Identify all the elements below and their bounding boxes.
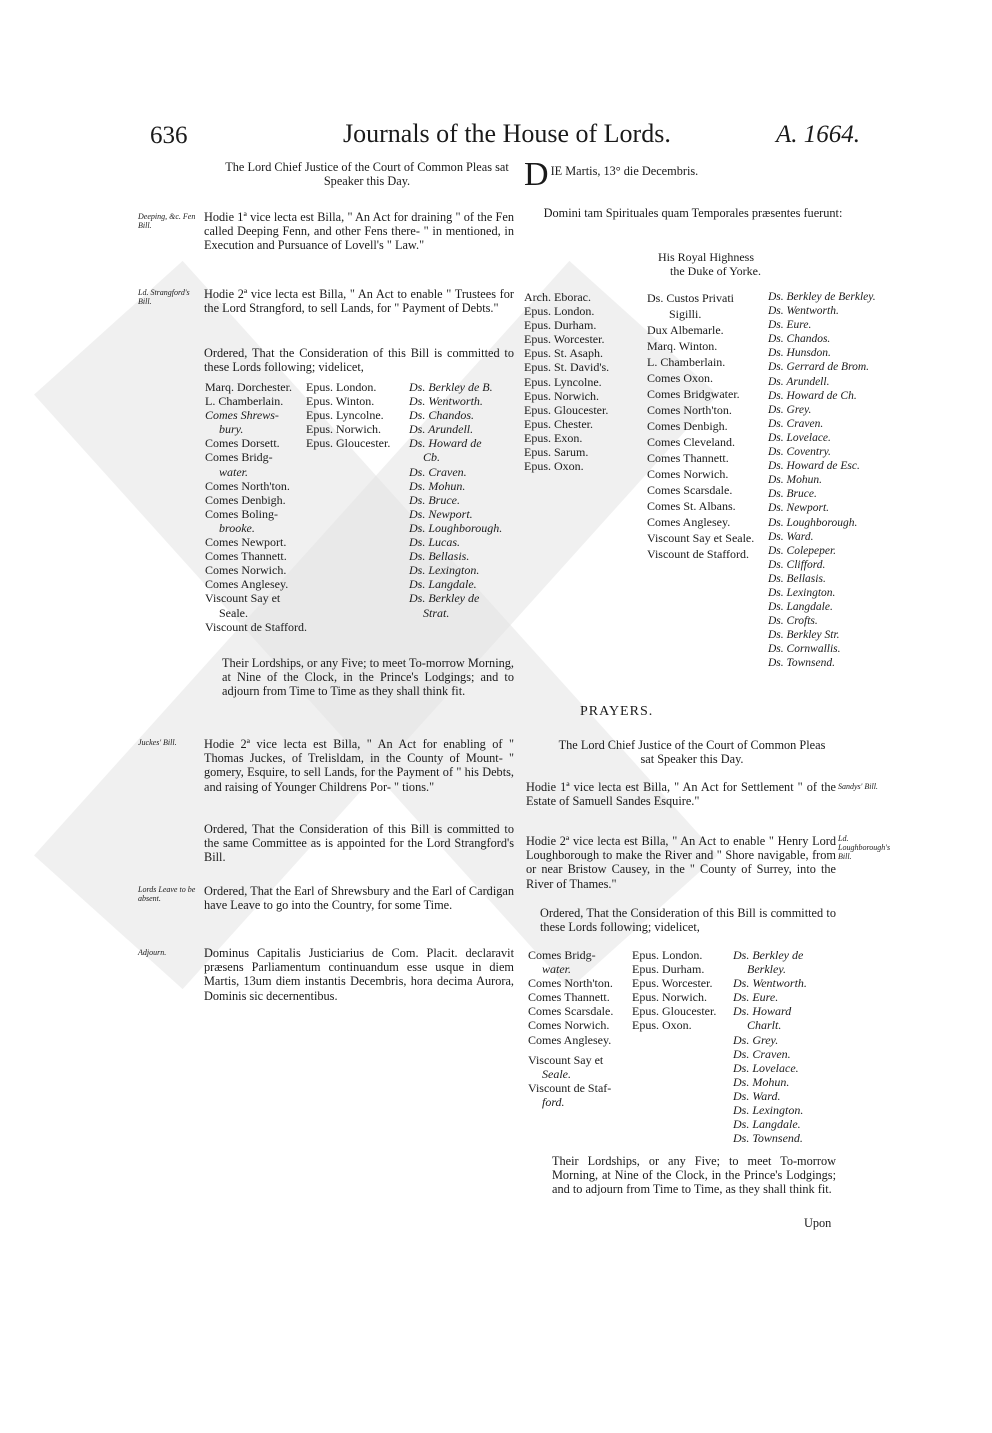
list-item: Ds. Coventry. xyxy=(768,446,831,459)
list-item: Epus. Oxon. xyxy=(632,1018,692,1033)
drop-cap: D xyxy=(524,156,549,193)
list-item: Ds. Eure. xyxy=(733,990,779,1005)
list-item: Ds. Wentworth. xyxy=(768,305,839,318)
list-item: Viscount Say et xyxy=(528,1052,604,1067)
list-item: Comes Thannett. xyxy=(647,451,729,465)
list-item: Comes Thannett. xyxy=(205,549,287,564)
list-item: Comes Newport. xyxy=(205,535,287,550)
list-item: Comes Norwich. xyxy=(205,563,287,578)
list-item: Ds. Berkley de xyxy=(409,591,480,606)
list-item: Comes Anglesey. xyxy=(647,515,731,529)
list-item: L. Chamberlain. xyxy=(205,394,284,409)
date-heading xyxy=(524,156,854,193)
bill-sandys: Hodie 1ª vice lecta est Billa, " An Act for Settlement " of the Estate of Samuell Sandes Esquire." xyxy=(526,780,836,809)
meeting-note-2: Their Lordships, or any Five; to meet To-morrow Morning, at Nine of the Clock, in the Prince's Lodgings; and to adjourn from Time to Time, as they shall think fit. xyxy=(552,1154,836,1197)
list-item: Charlt. xyxy=(747,1018,782,1033)
journal-title: Journals of the House of Lords. xyxy=(343,119,671,148)
margin-note-strangford: Ld. Strangford's Bill. xyxy=(138,288,190,306)
margin-note-loughborough: Ld. Loughborough's Bill. xyxy=(838,834,891,861)
list-item: Ds. Cornwallis. xyxy=(768,643,841,656)
bill-strangford: Hodie 2ª vice lecta est Billa, " An Act to enable " Trustees for the Lord Strangford, to sell Lands, for " Payment of Debts." xyxy=(204,287,514,316)
list-item: Ds. Bellasis. xyxy=(409,549,470,564)
list-item: Comes Denbigh. xyxy=(647,419,728,433)
list-item: the Duke of Yorke. xyxy=(670,264,761,279)
meeting-note-1: Their Lordships, or any Five; to meet To-morrow Morning, at Nine of the Clock, in the Prince's Lodgings; and to adjourn from Time to Time as they shall think fit. xyxy=(222,656,514,699)
list-item: His Royal Highness xyxy=(658,250,754,264)
list-item: Strat. xyxy=(423,605,450,620)
page-number: 636 xyxy=(150,122,188,149)
list-item: Ds. Loughborough. xyxy=(409,520,503,535)
list-item: Ds. Howard de Esc. xyxy=(768,460,860,473)
list-item: Comes Anglesey. xyxy=(205,577,289,592)
list-item: Berkley. xyxy=(747,962,786,977)
margin-note-adjourn: Adjourn. xyxy=(138,948,167,957)
bill-juckes: Hodie 2ª vice lecta est Billa, " An Act for enabling of " Thomas Juckes, of Trelisldam, in the County of Mount- " gomery, Esquire, to sell Lands, for the Payment of " his Debts, and raising of Younger Childrens Por- " tions." xyxy=(204,737,514,794)
list-item: Viscount Say et Seale. xyxy=(647,531,755,545)
list-item: Comes Anglesey. xyxy=(528,1032,612,1047)
list-item: Ds. Newport. xyxy=(409,506,473,521)
speaker-note-left: The Lord Chief Justice of the Court of Common Pleas sat Speaker this Day. xyxy=(225,160,509,189)
list-item: Ds. Mohun. xyxy=(768,474,822,487)
list-item: Epus. Norwich. xyxy=(632,990,707,1005)
speaker-note-right: The Lord Chief Justice of the Court of Common Pleas sat Speaker this Day. xyxy=(558,738,826,767)
royal-highness xyxy=(658,250,818,278)
list-item: Ds. Eure. xyxy=(768,319,812,332)
list-item: Comes Bridg- xyxy=(528,948,596,962)
committee-3-col-earls xyxy=(528,948,632,1109)
list-item: Ds. Craven. xyxy=(768,417,824,430)
list-item: Sigilli. xyxy=(669,307,702,321)
bill-loughborough: Hodie 2ª vice lecta est Billa, " An Act to enable " Henry Lord Loughborough to make the River and " Shore navigable, from or near Bristow Causey, in the " County of Surrey, into the River of Thames." xyxy=(526,834,836,891)
list-item: brooke. xyxy=(219,520,255,535)
list-item: Epus. Durham. xyxy=(524,318,597,333)
list-item: Epus. Gloucester. xyxy=(632,1004,717,1019)
list-item: Viscount de Stafford. xyxy=(205,619,308,634)
list-item: Ds. Lovelace. xyxy=(768,431,831,444)
list-item: Epus. Exon. xyxy=(524,430,583,445)
list-item: Ds. Crofts. xyxy=(768,615,818,628)
list-item: Viscount Say et xyxy=(205,591,281,606)
list-item: Epus. Chester. xyxy=(524,416,593,431)
list-item: Ds. Langdale. xyxy=(409,577,477,592)
list-item: Ds. Howard de Ch. xyxy=(768,389,857,402)
list-item: Ds. Langdale. xyxy=(768,601,833,614)
list-item: Ds. Lexington. xyxy=(409,563,480,578)
list-item: L. Chamberlain. xyxy=(647,355,726,369)
list-item: Seale. xyxy=(542,1066,571,1081)
list-item: Ds. Grey. xyxy=(733,1032,779,1047)
list-item: Ds. Mohun. xyxy=(733,1074,790,1089)
list-item: Ds. Colepeper. xyxy=(768,544,837,557)
list-item: Epus. St. David's. xyxy=(524,360,610,375)
list-item: Dux Albemarle. xyxy=(647,323,724,337)
list-item: Ds. Townsend. xyxy=(733,1131,803,1146)
list-item: Comes North'ton. xyxy=(528,976,613,991)
list-item: Ds. Grey. xyxy=(768,403,812,416)
list-item: Ds. Mohun. xyxy=(409,478,466,493)
list-item: Marq. Dorchester. xyxy=(205,380,292,394)
list-item: Epus. Lyncolne. xyxy=(306,408,384,423)
list-item: Arch. Eborac. xyxy=(524,290,591,304)
list-item: Ds. Bruce. xyxy=(409,492,460,507)
list-item: water. xyxy=(542,962,572,977)
list-item: Ds. Langdale. xyxy=(733,1117,801,1132)
list-item: Ds. Craven. xyxy=(409,464,467,479)
list-item: Comes St. Albans. xyxy=(647,499,736,513)
list-item: Ds. Bruce. xyxy=(768,488,817,501)
list-item: Comes Boling- xyxy=(205,506,279,521)
committee-1-col-barons xyxy=(409,380,519,620)
committee-3-col-bishops xyxy=(632,948,732,1033)
margin-note-deeping: Deeping, &c. Fen Bill. xyxy=(138,212,196,230)
margin-note-leave: Lords Leave to be absent. xyxy=(138,885,196,903)
list-item: Ds. Ward. xyxy=(733,1088,781,1103)
list-item: Ds. Lovelace. xyxy=(733,1060,799,1075)
committee-1-col-bishops xyxy=(306,380,406,450)
list-item: Ds. Arundell. xyxy=(768,375,830,388)
list-item: Comes Scarsdale. xyxy=(528,1004,614,1019)
list-item: Ds. Hunsdon. xyxy=(768,347,831,360)
list-item: Comes Scarsdale. xyxy=(647,483,733,497)
list-item: Ds. Lexington. xyxy=(768,586,836,599)
list-item: Epus. Sarum. xyxy=(524,445,589,460)
list-item: Comes Oxon. xyxy=(647,371,713,385)
list-item: Epus. Gloucester. xyxy=(524,402,609,417)
list-item: Cb. xyxy=(423,450,441,465)
list-item: Ds. Gerrard de Brom. xyxy=(768,361,870,374)
margin-note-sandys: Sandys' Bill. xyxy=(838,782,878,791)
present-col-bishops xyxy=(524,290,644,473)
list-item: Comes Dorsett. xyxy=(205,436,280,451)
committee-3-col-barons xyxy=(733,948,843,1145)
year: A. 1664. xyxy=(776,121,861,148)
list-item: Comes Bridgwater. xyxy=(647,387,740,401)
list-item: Ds. Clifford. xyxy=(768,558,826,571)
list-item: Epus. St. Asaph. xyxy=(524,346,604,361)
list-item: Ds. Lucas. xyxy=(409,535,461,550)
present-col-barons xyxy=(768,290,898,671)
list-item: Epus. London. xyxy=(524,304,595,319)
adjournment: Dominus Capitalis Justiciarius de Com. Placit. declaravit præsens Parliamentum continuandum esse usque in diem Martis, 13um diem instantis Decembris, hora decima Aurora, Dominis sic decernentibus. xyxy=(204,946,514,1003)
list-item: Comes Denbigh. xyxy=(205,492,286,507)
list-item: Epus. London. xyxy=(306,380,377,394)
list-item: Ds. Lexington. xyxy=(733,1103,804,1118)
margin-note-juckes: Juckes' Bill. xyxy=(138,738,177,747)
list-item: Epus. Winton. xyxy=(306,394,375,409)
list-item: Ds. Howard xyxy=(733,1004,792,1019)
list-item: Marq. Winton. xyxy=(647,339,718,353)
list-item: Comes North'ton. xyxy=(647,403,732,417)
date-text: IE Martis, 13° die Decembris. xyxy=(550,164,699,178)
list-item: Epus. Gloucester. xyxy=(306,436,391,451)
ordered-committee-1: Ordered, That the Consideration of this Bill is committed to these Lords following; videlicet, xyxy=(204,346,514,375)
list-item: Epus. Worcester. xyxy=(524,332,605,347)
list-item: Epus. Durham. xyxy=(632,962,705,977)
list-item: Epus. Oxon. xyxy=(524,459,584,474)
list-item: ford. xyxy=(542,1094,565,1109)
list-item: Epus. Norwich. xyxy=(524,388,599,403)
list-item: Comes Norwich. xyxy=(528,1018,610,1033)
list-item: Comes Shrews- xyxy=(205,408,279,423)
list-item: Ds. Craven. xyxy=(733,1046,791,1061)
list-item: Ds. Berkley de xyxy=(733,948,804,962)
list-item: Comes Bridg- xyxy=(205,450,273,465)
domini-present: Domini tam Spirituales quam Temporales præsentes fuerunt: xyxy=(543,206,843,220)
prayers-heading: PRAYERS. xyxy=(580,704,654,719)
list-item: Seale. xyxy=(219,605,248,620)
list-item: Ds. Howard de xyxy=(409,436,482,451)
list-item: Epus. Lyncolne. xyxy=(524,374,602,389)
list-item: Ds. Berkley Str. xyxy=(768,629,840,642)
list-item: Viscount de Staf- xyxy=(528,1080,612,1095)
list-item: water. xyxy=(219,464,249,479)
list-item: Ds. Arundell. xyxy=(409,422,474,437)
list-item: Ds. Berkley de B. xyxy=(409,380,493,394)
list-item: Viscount de Stafford. xyxy=(647,547,750,561)
ordered-committee-3: Ordered, That the Consideration of this Bill is committed to these Lords following; videlicet, xyxy=(540,906,836,935)
list-item: Ds. Wentworth. xyxy=(409,394,483,409)
list-item: Ds. Newport. xyxy=(768,502,830,515)
list-item: Ds. Berkley de Berkley. xyxy=(768,291,876,303)
list-item: Ds. Chandos. xyxy=(768,333,831,346)
list-item: Ds. Townsend. xyxy=(768,657,835,670)
list-item: Comes Thannett. xyxy=(528,990,610,1005)
list-item: Epus. Worcester. xyxy=(632,976,713,991)
list-item: Epus. Norwich. xyxy=(306,422,381,437)
catchword: Upon xyxy=(804,1216,832,1230)
ordered-committee-2: Ordered, That the Consideration of this Bill is committed to the same Committee as is appointed for the Lord Strangford's Bill. xyxy=(204,822,514,865)
bill-deeping-fen: Hodie 1ª vice lecta est Billa, " An Act for draining " of the Fen called Deeping Fenn, and other Fens there- " in mentioned, in Execution and Pursuance of Lovell's " Law." xyxy=(204,210,514,253)
present-col-officers-earls xyxy=(647,290,771,562)
list-item: Comes North'ton. xyxy=(205,478,290,493)
committee-1-col-earls xyxy=(205,380,309,634)
list-item: Ds. Ward. xyxy=(768,530,814,543)
list-item: Comes Norwich. xyxy=(647,467,729,481)
list-item: Ds. Loughborough. xyxy=(768,516,858,529)
list-item: Epus. London. xyxy=(632,948,703,962)
ordered-leave: Ordered, That the Earl of Shrewsbury and the Earl of Cardigan have Leave to go into the Country, for some Time. xyxy=(204,884,514,913)
list-item: bury. xyxy=(219,422,244,437)
list-item: Ds. Wentworth. xyxy=(733,976,807,991)
list-item: Ds. Chandos. xyxy=(409,408,475,423)
list-item: Comes Cleveland. xyxy=(647,435,735,449)
list-item: Ds. Bellasis. xyxy=(768,572,826,585)
list-item: Ds. Custos Privati xyxy=(647,291,735,305)
